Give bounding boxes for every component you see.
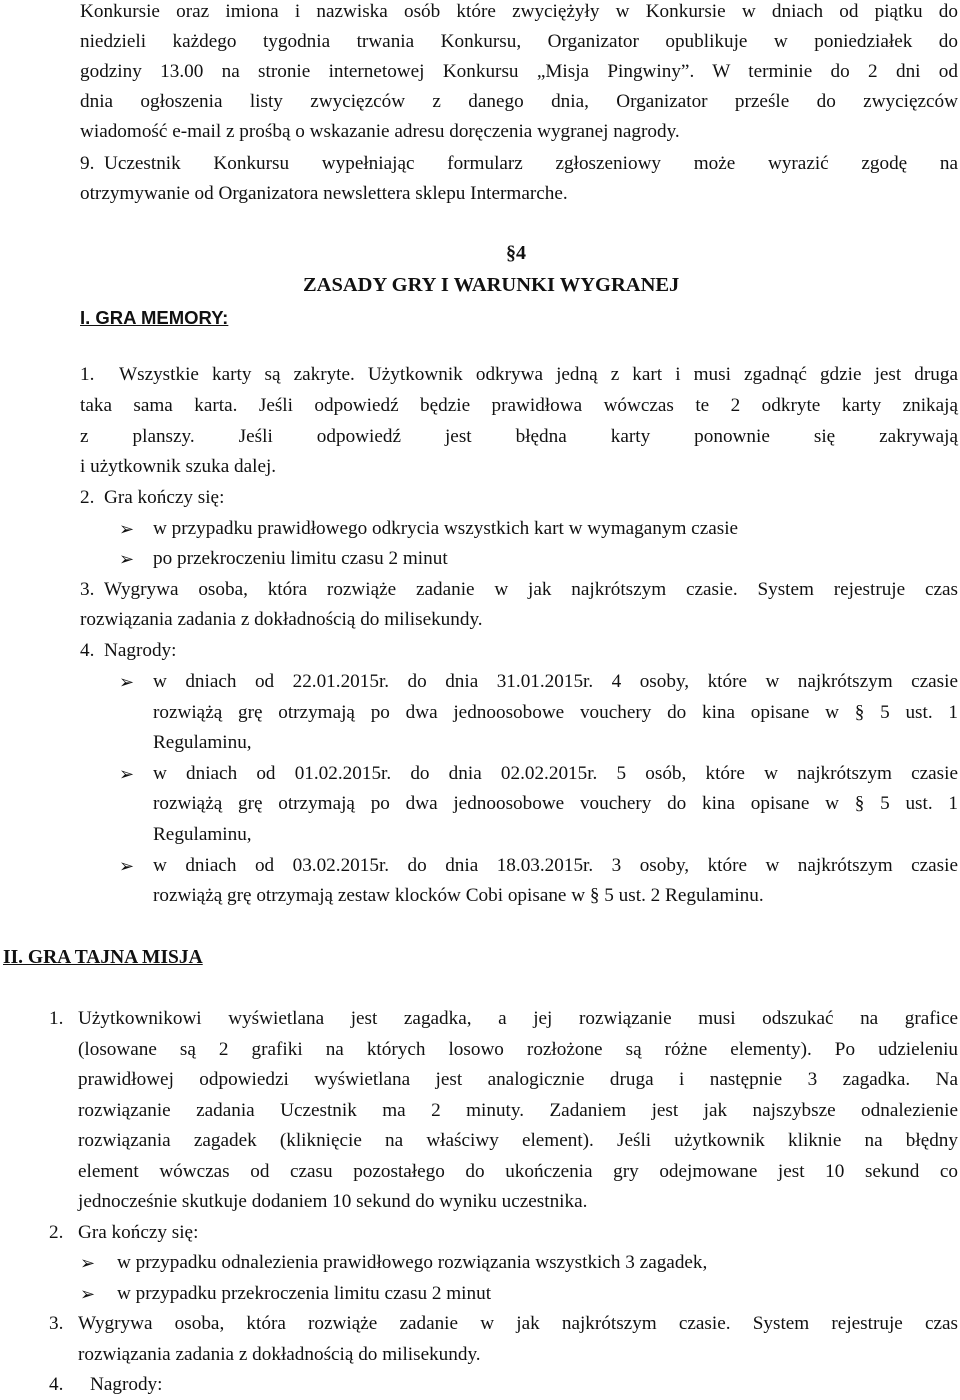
list-number: 1. — [80, 364, 95, 385]
list-number: 3. — [80, 579, 95, 600]
paragraph-line: i użytkownik szuka dalej. — [80, 456, 277, 477]
paragraph-line: rozwiązania zadania z dokładnością do milisekundy. — [80, 609, 483, 630]
list-item: w przypadku odnalezienia prawidłowego rozwiązania wszystkich 3 zagadek, — [117, 1252, 708, 1273]
arrow-bullet-icon: ➢ — [119, 856, 135, 876]
paragraph-line: Nagrody: — [104, 640, 177, 661]
section-number — [506, 238, 526, 268]
paragraph-line: Uczestnik Konkursu wypełniając formularz zgłoszeniowy może wyrazić zgodę na — [104, 153, 958, 174]
list-item: Regulaminu, — [153, 732, 252, 753]
paragraph-line: (losowane są 2 grafiki na których losowo rozłożone są różne elementy). Po udzieleniu — [78, 1039, 958, 1060]
paragraph-line: z planszy. Jeśli odpowiedź jest błędna karty ponownie się zakrywają — [80, 426, 958, 447]
paragraph-line: Użytkownikowi wyświetlana jest zagadka, a jej rozwiązanie musi odszukać na grafice — [78, 1008, 958, 1029]
section-number-value: 4 — [516, 242, 526, 264]
paragraph-line: Wygrywa osoba, która rozwiąże zadanie w jak najkrótszym czasie. System rejestruje czas — [78, 1313, 958, 1334]
paragraph-line: rozwiązania zagadek (kliknięcie na właściwy element). Jeśli użytkownik kliknie na błędny — [78, 1130, 958, 1151]
list-number: 2. — [80, 487, 95, 508]
list-item: rozwiążą grę otrzymają zestaw klocków Cobi opisane w § 5 ust. 2 Regulaminu. — [153, 885, 764, 906]
list-item: w dniach od 03.02.2015r. do dnia 18.03.2015r. 3 osoby, które w najkrótszym czasie — [153, 855, 958, 876]
arrow-bullet-icon: ➢ — [119, 764, 135, 784]
list-item: Regulaminu, — [153, 824, 252, 845]
paragraph-line: jednocześnie skutkuje dodaniem 10 sekund do wyniku uczestnika. — [78, 1191, 588, 1212]
list-number: 4. — [80, 640, 95, 661]
list-item: w przypadku prawidłowego odkrycia wszystkich kart w wymaganym czasie — [153, 518, 739, 539]
misja-heading: II. GRA TAJNA MISJA — [3, 947, 203, 968]
paragraph-line: Nagrody: — [90, 1374, 163, 1395]
paragraph-line: element wówczas od czasu pozostałego do ukończenia gry odejmowane jest 10 sekund co — [78, 1161, 958, 1182]
list-item: rozwiążą grę otrzymają po dwa jednoosobowe vouchery do kina opisane w § 5 ust. 1 — [153, 793, 958, 814]
list-item: rozwiążą grę otrzymają po dwa jednoosobowe vouchery do kina opisane w § 5 ust. 1 — [153, 702, 958, 723]
paragraph-line: otrzymywanie od Organizatora newslettera sklepu Intermarche. — [80, 183, 568, 204]
paragraph-line: Wszystkie karty są zakryte. Użytkownik odkrywa jedną z kart i musi zgadnąć gdzie jest druga — [119, 364, 958, 385]
section-title: ZASADY GRY I WARUNKI WYGRANEJ — [303, 274, 680, 296]
arrow-bullet-icon: ➢ — [119, 549, 135, 569]
paragraph-line: Gra kończy się: — [78, 1222, 199, 1243]
arrow-bullet-icon: ➢ — [119, 672, 135, 692]
list-item: w dniach od 01.02.2015r. do dnia 02.02.2015r. 5 osób, które w najkrótszym czasie — [153, 763, 958, 784]
list-number: 3. — [49, 1313, 64, 1334]
paragraph-line: rozwiązanie zadania Uczestnik ma 2 minuty. Zadaniem jest jak najszybsze odnalezienie — [78, 1100, 958, 1121]
paragraph-line: godziny 13.00 na stronie internetowej Konkursu „Misja Pingwiny”. W terminie do 2 dni od — [80, 61, 958, 82]
paragraph-line: wiadomość e-mail z prośbą o wskazanie adresu doręczenia wygranej nagrody. — [80, 121, 680, 142]
list-number: 2. — [49, 1222, 64, 1243]
paragraph-line: niedzieli każdego tygodnia trwania Konkursu, Organizator opublikuje w poniedziałek do — [80, 31, 958, 52]
list-item: w przypadku przekroczenia limitu czasu 2 minut — [117, 1283, 492, 1304]
list-number: 1. — [49, 1008, 64, 1029]
arrow-bullet-icon: ➢ — [80, 1253, 96, 1273]
paragraph-line: Konkursie oraz imiona i nazwiska osób które zwyciężyły w Konkursie w dniach od piątku do — [80, 1, 958, 22]
list-number: 9. — [80, 153, 95, 174]
list-item: w dniach od 22.01.2015r. do dnia 31.01.2015r. 4 osoby, które w najkrótszym czasie — [153, 671, 958, 692]
list-number: 4. — [49, 1374, 64, 1395]
section-symbol: § — [506, 242, 516, 264]
paragraph-line: taka sama karta. Jeśli odpowiedź będzie prawidłowa wówczas te 2 odkryte karty znikają — [80, 395, 958, 416]
list-item: po przekroczeniu limitu czasu 2 minut — [153, 548, 448, 569]
arrow-bullet-icon: ➢ — [119, 519, 135, 539]
paragraph-line: Gra kończy się: — [104, 487, 225, 508]
arrow-bullet-icon: ➢ — [80, 1284, 96, 1304]
paragraph-line: rozwiązania zadania z dokładnością do milisekundy. — [78, 1344, 481, 1365]
paragraph-line: Wygrywa osoba, która rozwiąże zadanie w jak najkrótszym czasie. System rejestruje czas — [104, 579, 958, 600]
memory-heading: I. GRA MEMORY: — [80, 307, 229, 328]
paragraph-line: prawidłowej odpowiedzi wyświetlana jest analogicznie druga i następnie 3 zagadka. Na — [78, 1069, 958, 1090]
paragraph-line: dnia ogłoszenia listy zwycięzców z danego dnia, Organizator prześle do zwycięzców — [80, 91, 958, 112]
